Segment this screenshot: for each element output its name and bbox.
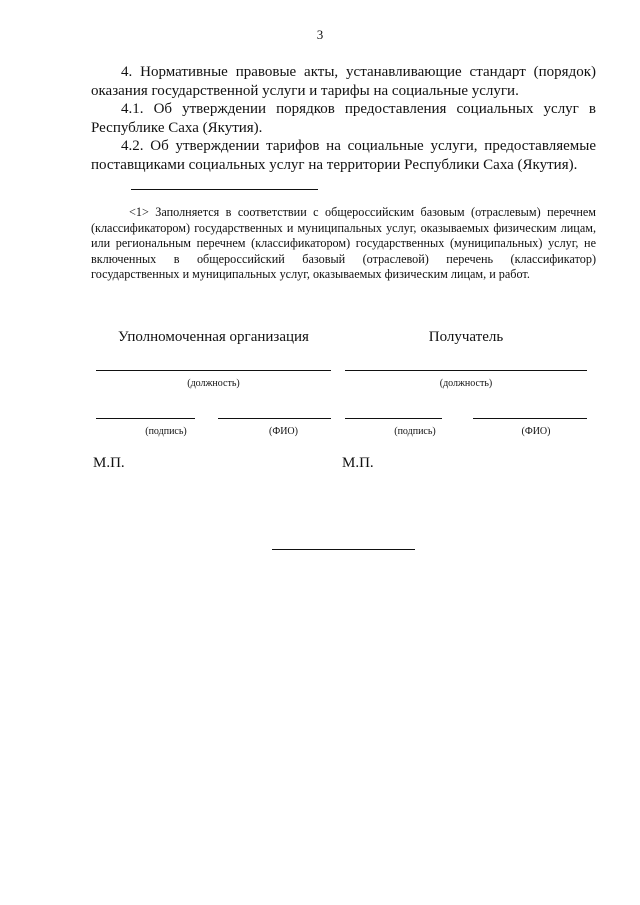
signature-heading: Получатель [428, 329, 504, 345]
signature-caption: (подпись) [145, 426, 187, 437]
stamp-placeholder: М.П. [93, 455, 125, 471]
position-caption: (должность) [187, 378, 240, 389]
end-of-document-rule [272, 549, 415, 550]
stamp-placeholder: М.П. [342, 455, 374, 471]
signature-caption: (подпись) [394, 426, 436, 437]
name-caption: (ФИО) [521, 426, 551, 437]
paragraph-4: 4. Нормативные правовые акты, устанавливающие стандарт (порядок) оказания государственной услуги и тарифы на социальные услуги. [91, 64, 596, 99]
signature-line [96, 418, 195, 419]
body-text [91, 63, 596, 174]
name-line [473, 418, 587, 419]
position-caption: (должность) [439, 378, 493, 389]
signature-block-recipient [342, 328, 587, 472]
paragraph-4-1: 4.1. Об утверждении порядков предоставления социальных услуг в Республике Саха (Якутия). [91, 101, 596, 136]
footnote: <1> Заполняется в соответствии с общероссийским базовым (отраслевым) перечнем (классификатором) государственных и муниципальных услуг, оказываемых физическим лицам, или региональным перечнем (классификатором) государственных (муниципальных) услуг, не включенных в общероссийский базовый (отраслевой) перечень (классификатор) государственных и муниципальных услуг, оказываемых физическим лицам, и работ. [91, 205, 596, 281]
signature-line [345, 418, 442, 419]
position-line [96, 370, 331, 371]
signature-name-lines [96, 418, 331, 419]
signature-name-captions [96, 426, 331, 438]
signature-heading: Уполномоченная организация [118, 329, 309, 345]
signature-name-captions [345, 426, 587, 438]
name-caption: (ФИО) [268, 426, 298, 437]
signature-name-lines [345, 418, 587, 419]
position-line [345, 370, 587, 371]
page-number: 3 [316, 27, 324, 42]
footnote-separator [131, 189, 318, 190]
paragraph-4-2: 4.2. Об утверждении тарифов на социальные услуги, предоставляемые поставщиками социальных услуг на территории Республики Саха (Якутия). [91, 138, 596, 173]
signature-block-authorized-organization [93, 328, 331, 472]
name-line [218, 418, 331, 419]
